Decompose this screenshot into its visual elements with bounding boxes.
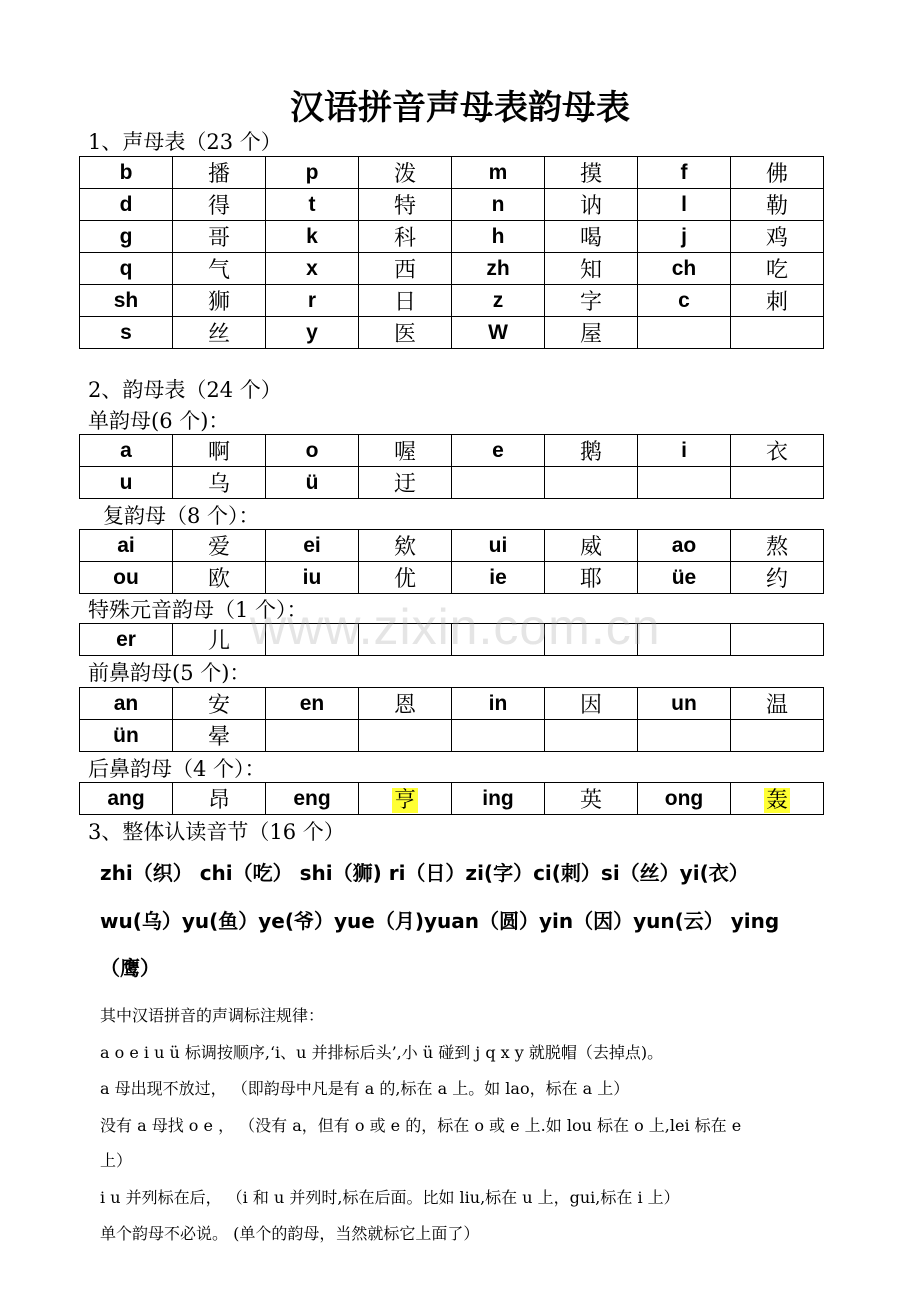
cell-text: d (119, 192, 133, 216)
pinyin-cell (80, 435, 173, 467)
pinyin-cell (638, 157, 731, 189)
cell-text: 知 (579, 258, 602, 283)
pinyin-cell (266, 253, 359, 285)
cell-text: üe (671, 565, 697, 589)
cell-text: 耶 (579, 567, 602, 592)
character-cell (545, 530, 638, 562)
pinyin-cell (80, 720, 173, 752)
table-row (80, 530, 824, 562)
cell-text: 优 (393, 567, 416, 592)
cell-text: z (492, 288, 504, 312)
character-cell (545, 253, 638, 285)
cell-text: 得 (207, 194, 230, 219)
cell-text: x (306, 256, 318, 280)
character-cell (359, 189, 452, 221)
cell-text: 亨 (393, 788, 416, 813)
character-cell (545, 221, 638, 253)
initials-heading: 1、声母表（23 个） (88, 130, 282, 154)
cell-text: er (116, 627, 136, 651)
special-final-heading: 特殊元音韵母（1 个）： (88, 598, 308, 622)
character-cell (731, 317, 824, 349)
cell-text: t (308, 192, 316, 216)
pinyin-cell (80, 253, 173, 285)
pinyin-cell (80, 530, 173, 562)
pinyin-cell (80, 783, 173, 815)
cell-text: s (120, 320, 132, 344)
character-cell (359, 435, 452, 467)
cell-text: 科 (393, 226, 416, 251)
pinyin-cell (452, 530, 545, 562)
character-cell (173, 530, 266, 562)
cell-text: j (681, 224, 687, 248)
syllables-line-1: zhi（织） chi（吃） shi（狮) ri（日）zi(字）ci(刺）si（丝）yi(衣） (100, 861, 749, 885)
pinyin-cell (80, 157, 173, 189)
tone-rule-line: 没有 a 母找 o e ， （没有 a，但有 o 或 e 的，标在 o 或 e 上.如 lou 标在 o 上,lei 标在 e (100, 1116, 742, 1135)
cell-text: 威 (579, 535, 602, 560)
cell-text: m (488, 160, 508, 184)
character-cell (359, 688, 452, 720)
cell-text: 英 (579, 788, 602, 813)
pinyin-cell (266, 624, 359, 656)
character-cell (359, 285, 452, 317)
cell-text: 迂 (393, 472, 416, 497)
syllables-heading: 3、整体认读音节（16 个） (88, 820, 345, 844)
pinyin-cell (452, 467, 545, 499)
table-row (80, 720, 824, 752)
cell-text: 屋 (579, 322, 602, 347)
pinyin-cell (638, 253, 731, 285)
cell-text: ing (482, 786, 514, 810)
cell-text: 轰 (765, 788, 788, 813)
pinyin-cell (266, 530, 359, 562)
pinyin-cell (638, 285, 731, 317)
cell-text: 医 (393, 322, 416, 347)
cell-text: 喝 (579, 226, 602, 251)
pinyin-cell (638, 435, 731, 467)
pinyin-cell (80, 688, 173, 720)
pinyin-cell (638, 783, 731, 815)
pinyin-cell (266, 467, 359, 499)
character-cell (731, 530, 824, 562)
character-cell (359, 783, 452, 815)
pinyin-cell (80, 562, 173, 594)
cell-text: 丝 (207, 322, 230, 347)
cell-text: 熬 (765, 535, 788, 560)
compound-finals-table (79, 529, 824, 594)
pinyin-cell (80, 467, 173, 499)
character-cell (545, 783, 638, 815)
pinyin-cell (266, 720, 359, 752)
cell-text: k (306, 224, 318, 248)
table-row (80, 285, 824, 317)
tone-rule-line: a 母出现不放过， （即韵母中凡是有 a 的,标在 a 上。如 lao，标在 a 上） (100, 1079, 630, 1098)
cell-text: 摸 (579, 162, 602, 187)
cell-text: o (305, 438, 319, 462)
pinyin-cell (452, 688, 545, 720)
character-cell (545, 467, 638, 499)
cell-text: r (307, 288, 317, 312)
table-row (80, 783, 824, 815)
pinyin-cell (452, 720, 545, 752)
cell-text: 吃 (765, 258, 788, 283)
table-row (80, 189, 824, 221)
cell-text: 恩 (393, 693, 416, 718)
watermark: www.zixin.com.cn (250, 599, 661, 655)
pinyin-cell (80, 317, 173, 349)
cell-text: 乌 (207, 472, 230, 497)
cell-text: 佛 (765, 162, 788, 187)
cell-text: 啊 (207, 440, 230, 465)
cell-text: sh (113, 288, 139, 312)
character-cell (545, 720, 638, 752)
cell-text: h (491, 224, 505, 248)
syllables-line-2: wu(乌）yu(鱼）ye(爷）yue（月)yuan（圆）yin（因）yun(云） ying (100, 909, 780, 933)
pinyin-cell (266, 783, 359, 815)
cell-text: 昂 (207, 788, 230, 813)
character-cell (359, 530, 452, 562)
cell-text: 泼 (393, 162, 416, 187)
cell-text: 欸 (393, 535, 416, 560)
character-cell (545, 688, 638, 720)
cell-text: 温 (765, 693, 788, 718)
initials-table (79, 156, 824, 349)
character-cell (545, 317, 638, 349)
cell-text: 爱 (207, 535, 230, 560)
character-cell (359, 562, 452, 594)
cell-text: 约 (765, 567, 788, 592)
cell-text: 日 (393, 290, 416, 315)
cell-text: ün (113, 723, 139, 747)
pinyin-cell (80, 624, 173, 656)
front-nasal-heading: 前鼻韵母(5 个)： (88, 661, 251, 685)
pinyin-cell (266, 317, 359, 349)
tone-rule-line: i u 并列标在后， （i 和 u 并列时,标在后面。比如 liu,标在 u 上，gui,标在 i 上） (100, 1188, 680, 1207)
character-cell (173, 783, 266, 815)
pinyin-cell (452, 221, 545, 253)
character-cell (173, 562, 266, 594)
pinyin-cell (452, 285, 545, 317)
front-nasal-table (79, 687, 824, 752)
cell-text: 气 (207, 258, 230, 283)
cell-text: un (671, 691, 697, 715)
character-cell (545, 285, 638, 317)
cell-text: zh (486, 256, 510, 280)
cell-text: 喔 (393, 440, 416, 465)
cell-text: 勒 (765, 194, 788, 219)
pinyin-cell (638, 562, 731, 594)
tone-rule-line: a o e i u ü 标调按顺序,‘i、u 并排标后头’,小 ü 碰到 j q x y 就脱帽（去掉点)。 (100, 1043, 664, 1062)
character-cell (731, 157, 824, 189)
pinyin-cell (638, 317, 731, 349)
cell-text: e (492, 438, 504, 462)
cell-text: 欧 (207, 567, 230, 592)
cell-text: ou (113, 565, 139, 589)
cell-text: n (491, 192, 505, 216)
pinyin-cell (452, 253, 545, 285)
pinyin-cell (638, 720, 731, 752)
cell-text: 鸡 (765, 226, 788, 251)
cell-text: ong (664, 786, 704, 810)
cell-text: i (681, 438, 687, 462)
character-cell (173, 285, 266, 317)
cell-text: 西 (393, 258, 416, 283)
table-row (80, 467, 824, 499)
cell-text: g (119, 224, 133, 248)
character-cell (545, 189, 638, 221)
cell-text: q (119, 256, 133, 280)
cell-text: ui (488, 533, 508, 557)
cell-text: 哥 (207, 226, 230, 251)
character-cell (173, 624, 266, 656)
character-cell (173, 157, 266, 189)
character-cell (359, 720, 452, 752)
cell-text: ao (671, 533, 697, 557)
table-row (80, 624, 824, 656)
character-cell (359, 467, 452, 499)
finals-heading: 2、韵母表（24 个） (88, 378, 282, 402)
character-cell (545, 624, 638, 656)
pinyin-cell (266, 157, 359, 189)
back-nasal-table (79, 782, 824, 815)
table-row (80, 435, 824, 467)
cell-text: 安 (207, 693, 230, 718)
cell-text: f (680, 160, 688, 184)
cell-text: y (306, 320, 318, 344)
cell-text: 字 (579, 290, 602, 315)
cell-text: 特 (393, 194, 416, 219)
cell-text: u (119, 470, 133, 494)
table-row (80, 562, 824, 594)
character-cell (173, 467, 266, 499)
pinyin-cell (452, 783, 545, 815)
cell-text: 狮 (207, 290, 230, 315)
cell-text: en (299, 691, 325, 715)
character-cell (173, 221, 266, 253)
character-cell (731, 435, 824, 467)
character-cell (173, 253, 266, 285)
cell-text: ch (671, 256, 697, 280)
character-cell (731, 720, 824, 752)
cell-text: 讷 (579, 194, 602, 219)
cell-text: eng (293, 786, 331, 810)
character-cell (359, 157, 452, 189)
pinyin-cell (452, 624, 545, 656)
pinyin-cell (266, 435, 359, 467)
character-cell (173, 435, 266, 467)
character-cell (731, 562, 824, 594)
table-row (80, 317, 824, 349)
cell-text: 衣 (765, 440, 788, 465)
single-finals-table (79, 434, 824, 499)
table-row (80, 253, 824, 285)
character-cell (731, 624, 824, 656)
tone-rule-line: 单个韵母不必说。 (单个的韵母，当然就标它上面了） (100, 1224, 480, 1243)
cell-text: an (113, 691, 139, 715)
pinyin-cell (638, 624, 731, 656)
character-cell (173, 189, 266, 221)
pinyin-cell (638, 221, 731, 253)
pinyin-cell (638, 189, 731, 221)
special-final-table (79, 623, 824, 656)
character-cell (731, 253, 824, 285)
character-cell (359, 253, 452, 285)
character-cell (731, 688, 824, 720)
cell-text: iu (302, 565, 322, 589)
pinyin-cell (80, 189, 173, 221)
pinyin-cell (266, 688, 359, 720)
pinyin-cell (638, 688, 731, 720)
pinyin-cell (266, 189, 359, 221)
pinyin-cell (266, 221, 359, 253)
character-cell (731, 189, 824, 221)
cell-text: a (120, 438, 132, 462)
table-row (80, 688, 824, 720)
pinyin-cell (452, 562, 545, 594)
character-cell (545, 435, 638, 467)
pinyin-cell (80, 221, 173, 253)
compound-finals-heading: 复韵母（8 个）： (103, 504, 260, 528)
back-nasal-heading: 后鼻韵母（4 个）： (88, 757, 266, 781)
pinyin-cell (452, 317, 545, 349)
pinyin-cell (452, 157, 545, 189)
cell-text: l (681, 192, 687, 216)
cell-text: 因 (579, 693, 602, 718)
character-cell (173, 688, 266, 720)
cell-text: 播 (207, 162, 230, 187)
pinyin-cell (638, 530, 731, 562)
character-cell (173, 317, 266, 349)
cell-text: p (305, 160, 319, 184)
character-cell (545, 562, 638, 594)
cell-text: ü (305, 470, 319, 494)
character-cell (545, 157, 638, 189)
character-cell (731, 783, 824, 815)
pinyin-cell (452, 435, 545, 467)
cell-text: 儿 (207, 629, 230, 654)
character-cell (731, 221, 824, 253)
cell-text: c (678, 288, 690, 312)
cell-text: 晕 (207, 725, 230, 750)
cell-text: b (119, 160, 133, 184)
character-cell (359, 624, 452, 656)
cell-text: in (488, 691, 508, 715)
character-cell (173, 720, 266, 752)
cell-text: ai (117, 533, 135, 557)
single-finals-heading: 单韵母(6 个)： (88, 409, 230, 433)
cell-text: ang (107, 786, 145, 810)
character-cell (731, 285, 824, 317)
pinyin-cell (80, 285, 173, 317)
pinyin-cell (452, 189, 545, 221)
cell-text: W (488, 320, 508, 344)
cell-text: 鹅 (579, 440, 602, 465)
character-cell (359, 317, 452, 349)
character-cell (731, 467, 824, 499)
tone-rule-line: 上） (100, 1151, 133, 1170)
cell-text: ei (303, 533, 321, 557)
cell-text: 刺 (765, 290, 788, 315)
page-title: 汉语拼音声母表韵母表 (290, 88, 630, 128)
character-cell (359, 221, 452, 253)
tone-rule-line: 其中汉语拼音的声调标注规律： (100, 1006, 325, 1025)
cell-text: ie (489, 565, 507, 589)
pinyin-cell (266, 562, 359, 594)
table-row (80, 157, 824, 189)
pinyin-cell (638, 467, 731, 499)
table-row (80, 221, 824, 253)
syllables-line-3: （鹰） (100, 956, 160, 980)
pinyin-cell (266, 285, 359, 317)
